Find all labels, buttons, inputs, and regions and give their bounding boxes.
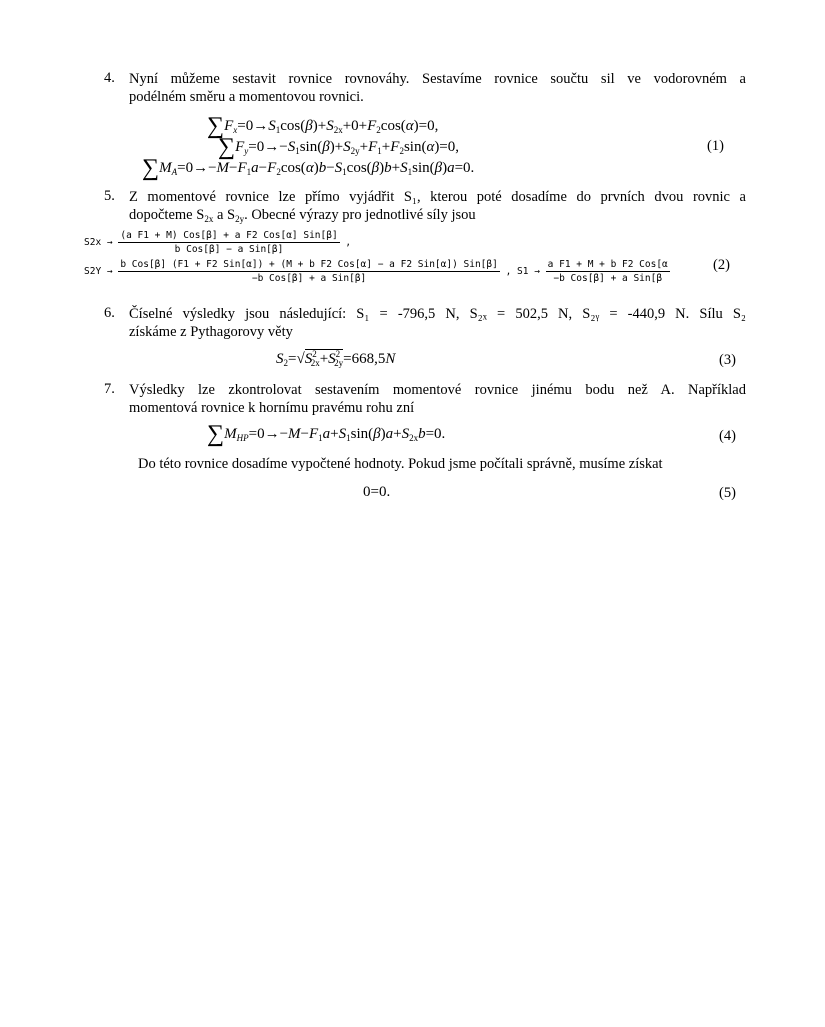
paragraph-item-7	[129, 381, 746, 417]
s1-fraction	[546, 259, 670, 284]
equation-sum-moment-hp: $\sum M_{HP}=0\to-M-F_1a+S_1\sin(\beta)a+S_{2x}b=0$.	[207, 421, 446, 447]
s1-denominator: −b Cos[β] + a Sin[β	[553, 273, 663, 284]
mathematica-s2y-rule	[84, 259, 670, 284]
equation-number: (3)	[719, 352, 736, 368]
closing-text: Do této rovnice dosadíme vypočtené hodnoty. Pokud jsme počítali správně, musíme získat	[138, 456, 663, 472]
s2y-numerator: b Cos[β] (F1 + F2 Sin[α]) + (M + b F2 Cos[α] − a F2 Sin[α]) Sin[β]	[120, 259, 498, 270]
s2y-label: S2Y →	[84, 266, 113, 277]
equation-number: (1)	[707, 138, 724, 154]
text-line: Číselné výsledky jsou následující: S₁ = -796,5 N, S₂ₓ = 502,5 N, S₂ᵧ = -440,9 N. Sílu S₂	[129, 306, 746, 322]
paragraph-item-4	[129, 70, 746, 106]
text-line: Výsledky lze zkontrolovat sestavením momentové rovnice jinému bodu než A. Například	[129, 382, 746, 398]
paragraph-item-6	[129, 305, 746, 341]
s2x-label: S2x →	[84, 237, 113, 248]
mathematica-s2x-rule	[84, 230, 351, 255]
text-line: Z momentové rovnice lze přímo vyjádřit S₁, kterou poté dosadíme do prvních dvou rovnic a	[129, 189, 746, 205]
s2x-denominator: b Cos[β] − a Sin[β]	[174, 244, 284, 255]
item-number: 7.	[104, 381, 115, 397]
equation-number: (2)	[713, 257, 730, 273]
equation-number: (5)	[719, 485, 736, 501]
text-line: podélném směru a momentovou rovnici.	[129, 89, 364, 105]
equation-sum-fy: $\sum F_y=0\to-S_1\sin(\beta)+S_{2y}+F_1+F_2\sin(\alpha)=0$,	[218, 134, 460, 160]
equation-zero-check: 0=0.	[363, 484, 391, 500]
s2y-fraction	[118, 259, 500, 284]
s2x-fraction	[118, 230, 339, 255]
equation-number: (4)	[719, 428, 736, 444]
equation-sum-moment-a: $\sum M_A=0\to-M-F_1a-F_2\cos(\alpha)b-S_1\cos(\beta)b+S_1\sin(\beta)a=0$.	[142, 155, 475, 181]
text-line: dopočteme $S_{2x}$ a $S_{2y}$. Obecné výrazy pro jednotlivé síly jsou	[129, 207, 476, 224]
equation-sum-fx: $\sum F_x=0\to S_1\cos(\beta)+S_{2x}+0+F_2\cos(\alpha)=0$,	[207, 113, 439, 139]
item-number: 5.	[104, 188, 115, 204]
s2y-denominator: −b Cos[β] + a Sin[β]	[251, 273, 367, 284]
separator: ,	[505, 266, 512, 277]
s1-label: S1 →	[517, 266, 540, 277]
s2x-numerator: (a F1 + M) Cos[β] + a F2 Cos[α] Sin[β]	[120, 230, 338, 241]
s1-numerator: a F1 + M + b F2 Cos[α	[547, 259, 668, 270]
item-number: 6.	[104, 305, 115, 321]
equation-s2-magnitude: $S_2=√S^2_{2x}+S^2_{2y}=668,5N$	[276, 349, 396, 368]
text-line: získáme z Pythagorovy věty	[129, 324, 293, 340]
text-line: momentová rovnice k hornímu pravému rohu zní	[129, 400, 415, 416]
paragraph-item-5	[129, 188, 746, 228]
text-line: Nyní můžeme sestavit rovnice rovnováhy. Sestavíme rovnice součtu sil ve vodorovném a	[129, 71, 746, 87]
item-number: 4.	[104, 70, 115, 86]
separator: ,	[345, 237, 352, 248]
